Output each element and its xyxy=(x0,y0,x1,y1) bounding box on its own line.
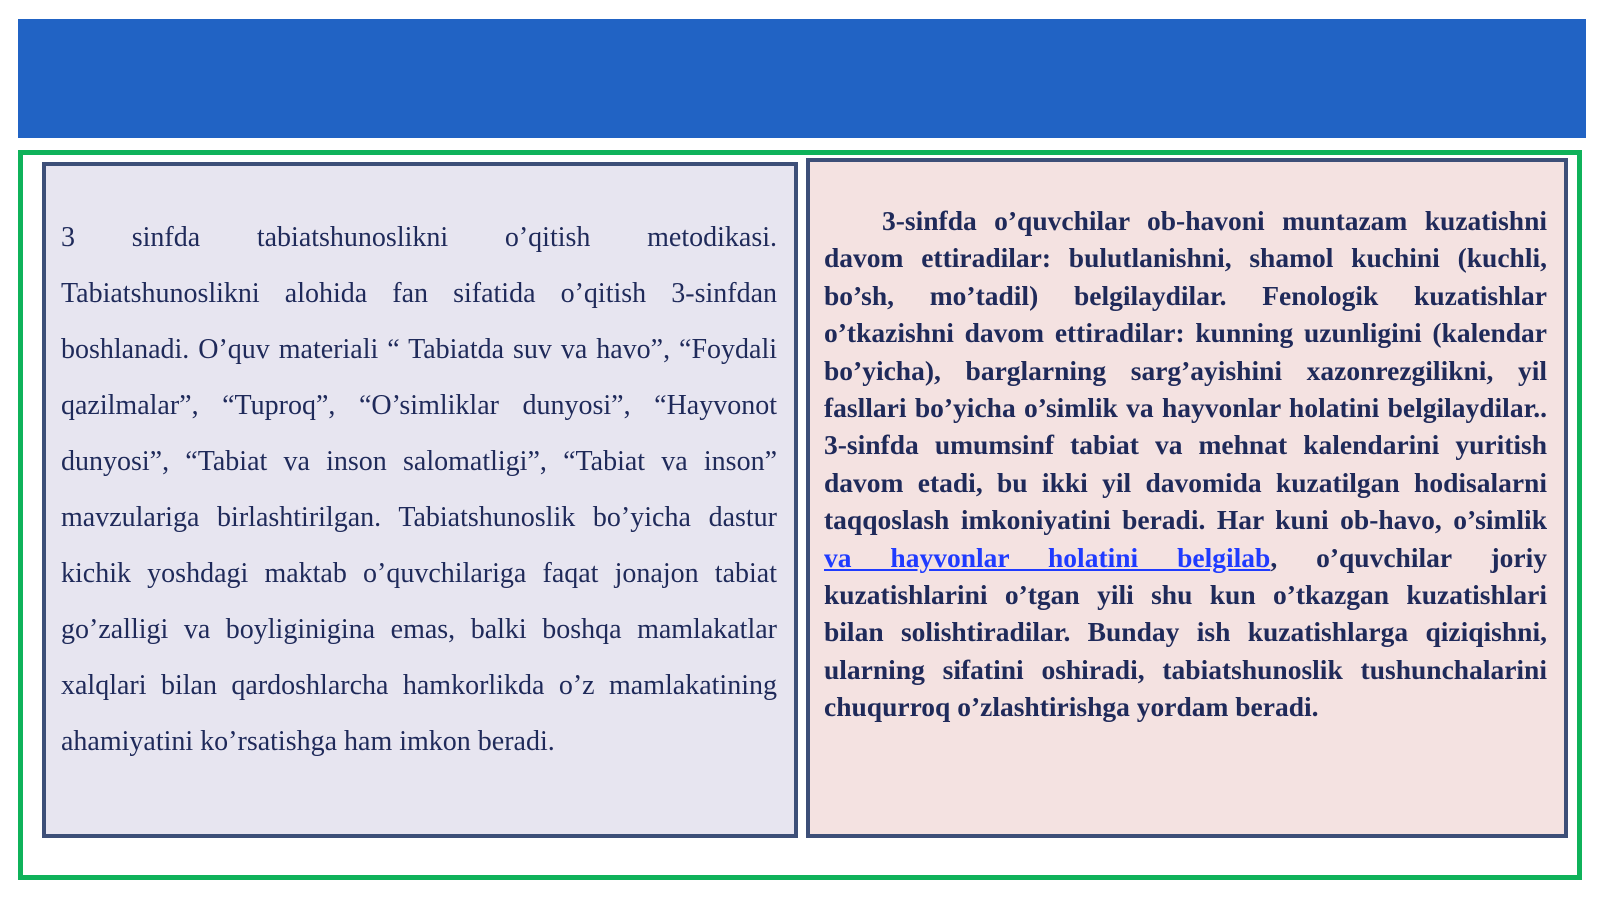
hyperlink-animal-condition[interactable]: va hayvonlar holatini belgilab xyxy=(824,541,1271,573)
right-text-after-link: , o’quvchilar joriy kuzatishlarini o’tgan yili shu kun o’tkazgan kuzatishlari bilan solishtiradilar. Bunday ish kuzatishlarga qiziqishni, ularning sifatini oshiradi, tabiatshunoslik tushunchalarini chuqurroq o’zlashtirishga yordam beradi. xyxy=(824,541,1547,723)
right-paragraph xyxy=(824,202,1547,726)
right-text-panel xyxy=(806,158,1568,838)
right-text-before-link: 3-sinfda o’quvchilar ob-havoni muntazam kuzatishni davom ettiradilar: bulutlanishni, shamol kuchini (kuchli, bo’sh, mo’tadil) belgilaydilar. Fenologik kuzatishlar o’tkazishni davom ettiradilar: kunning uzunligini (kalendar bo’yicha), barglarning sarg’ayishini xazonrezgilikni, yil fasllari bo’yicha o’simlik va hayvonlar holatini belgilaydilar.. 3-sinfda umumsinf tabiat va mehnat kalendarini yuritish davom etadi, bu ikki yil davomida kuzatilgan hodisalarni taqqoslash imkoniyatini beradi. Har kuni ob-havo, o’simlik xyxy=(824,205,1547,536)
title-banner xyxy=(18,19,1586,138)
left-text-panel xyxy=(42,162,798,838)
left-paragraph: 3 sinfda tabiatshunoslikni o’qitish metodikasi. Tabiatshunoslikni alohida fan sifatida o’qitish 3-sinfdan boshlanadi. O’quv materiali “ Tabiatda suv va havo”, “Foydali qazilmalar”, “Tuproq”, “O’simliklar dunyosi”, “Hayvonot dunyosi”, “Tabiat va inson salomatligi”, “Tabiat va inson” mavzulariga birlashtirilgan. Tabiatshunoslik bo’yicha dastur kichik yoshdagi maktab o’quvchilariga faqat jonajon tabiat go’zalligi va boyliginigina emas, balki boshqa mamlakatlar xalqlari bilan qardoshlarcha hamkorlikda o’z mamlakatining ahamiyatini ko’rsatishga ham imkon beradi. xyxy=(61,222,777,757)
